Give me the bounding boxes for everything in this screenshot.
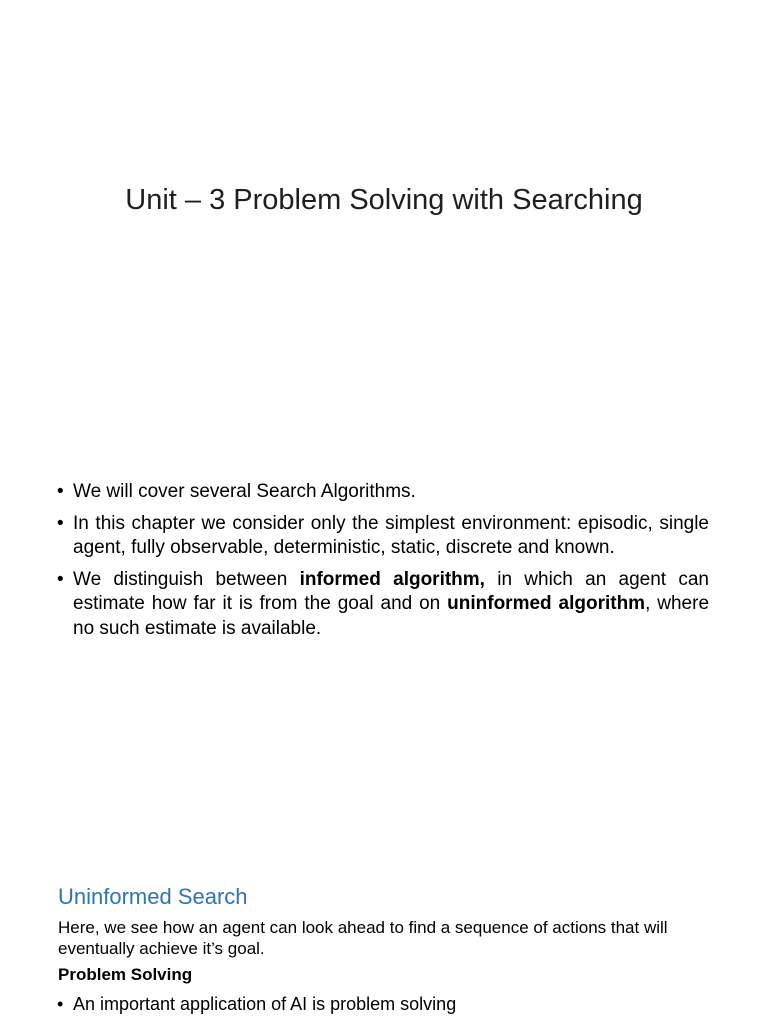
slide-title — [0, 0, 768, 432]
bullet-item — [57, 480, 709, 505]
bullet-list — [57, 480, 709, 648]
bullet-text: In this chapter we consider only the simplest environment: episodic, single agent, fully observable, deterministic, static, discrete and known. — [73, 512, 709, 558]
bullet-item — [57, 992, 709, 1016]
bullet-text: in which an agent can estimate how far it is from the goal and on — [73, 568, 709, 614]
subheading: Problem Solving — [58, 965, 193, 984]
intro-paragraph: Here, we see how an agent can look ahead to find a sequence of actions that will eventually achieve it’s goal. — [58, 918, 668, 958]
bullet-text: , where no such estimate is available. — [73, 593, 710, 639]
section-heading: Uninformed Search — [58, 884, 248, 909]
slide-uninformed-search — [0, 864, 768, 1024]
bullet-text: We distinguish between — [73, 568, 300, 590]
bullet-text: We will cover several Search Algorithms. — [73, 481, 416, 502]
bold-term-informed: informed algorithm, — [299, 568, 485, 590]
slide-title-heading: Unit – 3 Problem Solving with Searching — [125, 184, 643, 216]
slide-search-overview — [0, 432, 768, 864]
bullet-item — [57, 568, 709, 642]
bold-term-uninformed: uninformed algorithm — [447, 593, 646, 614]
bullet-item — [57, 512, 709, 561]
bullet-text: An important application of AI is problem solving — [73, 994, 457, 1014]
bullet-list — [57, 992, 709, 1016]
